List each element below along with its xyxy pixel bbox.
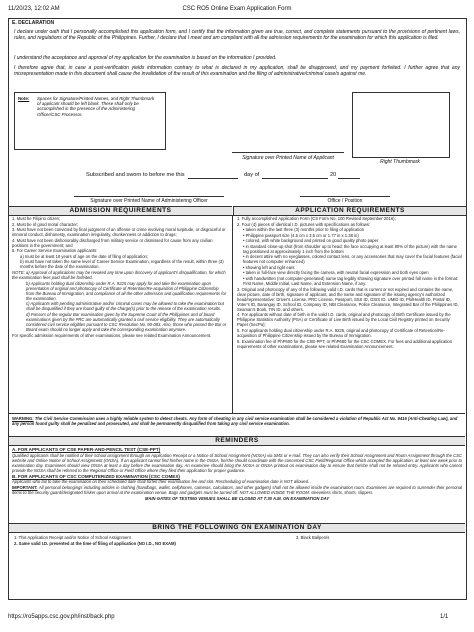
photo-spec-item: • in decent attire with no eyeglasses, colored contact lens, or any accessories that may cover the facial features (facial features not computer enhanced) [243, 254, 462, 265]
gate-closing-notice: MAIN GATES OF TESTING VENUES SHALL BE CLOSED AT 7:30 A.M. ON EXAMINATION DAY [144, 495, 330, 501]
note-box [14, 92, 166, 150]
warning-label: WARNING: [12, 416, 34, 421]
photo-spec-item: • taken within the last three (3) months prior to filing of application [243, 227, 365, 233]
important-label: IMPORTANT: [12, 485, 38, 491]
application-item: 3. Original and photocopy of any of the following valid I.D. cards that is current or not expired and contains the name, clear picture, date of birth, signature of applicant, and the name and signature of the issuing agency's authorized head/representative: Driver's License, PRC License, Passport, SSS ID, GSIS ID, UMID ID, PhilHealth ID, Postal ID, Voter's ID, Barangay ID, School ID, Company ID, NBI Clearance, Police Clearance, Integrated Bar of the Philippines ID, Seaman's Book, TIN ID, and others. [237, 286, 459, 312]
print-timestamp: 11/20/23, 12:02 AM [8, 6, 60, 12]
bring-items-list-right [296, 535, 456, 541]
declaration-heading: E. DECLARATION [12, 20, 55, 26]
bring-items-heading: BRING THE FOLLOWING ON EXAMINATION DAY [9, 523, 465, 533]
subscribed-text: Subscribed and sworn to before me this [86, 172, 185, 178]
admission-note: NOTE: a) Approval of applications may be revoked any time upon discovery of applicant's disqualification, for which the examination fees paid shall be forfeited. [12, 269, 226, 281]
column-divider [232, 215, 233, 413]
admission-footnote: For specific admission requirements of other examinations, please see related Examination Announcement. [12, 332, 212, 338]
admission-item: a) must be at least 18 years of age on the date of filing of application; [20, 253, 149, 259]
declaration-paragraph-1: I declare under oath that I personally accomplished this application form, and I certify that the information given are true, correct, and complete statements pursuant to the provisions of pertinent laws, rules, and regulations of the Republic of the Philippines. Further, I declare that I meet and am compliant with all the admission requirements for the examination for which this application is filed. [14, 29, 460, 41]
year-prefix: 20 [330, 172, 337, 178]
photo-spec-item: • in standard close-up shot (from shoulder up to head; the face occupying at least 80% of the picture) with the name tag positioned at approximately 1 inch from the bottom [243, 243, 457, 254]
declaration-paragraph-2: I understand the acceptance and approval of my application for the examination is based on the information I provided. [14, 55, 277, 61]
application-item: 5. For applicants holding dual citizenship under R.A. 9225, original and photocopy of Certificate of Retention/Re-acquisition of Philippine Citizenship issued by the Bureau of Immigration. [237, 327, 445, 339]
admission-item: 5. For Career Service Examination applicants: [12, 248, 98, 254]
photo-spec-item: • with handwritten (not computer-generated) name tag legibly showing signature over printed full name in the format: First Name, Middle Initial, Last Name, and Extension Name, if any. [243, 276, 459, 287]
page-number: 1/1 [440, 614, 449, 620]
applicant-signature-line[interactable] [232, 152, 344, 153]
day-field[interactable] [188, 178, 238, 179]
admission-item: 1. Must be Filipino citizen; [12, 216, 61, 221]
reminder-section-a-text: Qualified applicants shall be notified of their school assignment through an Application Receipt or a Notice of School Assignment (NOSA) via SMS or e-mail. They can also verify their School Assignment and Room Assignment through the CSC website and Online Notice of School Assignment (ONSA). If an applicant cannot find his/her name in the ONSA, he/she should coordinate with the concerned CSC Field/Regional Office which accepted the application, at least one week prior to examination day. Examinees should view ONSA at least a day before the examination day. An examinee should bring the NOSA or ONSA printout on examination day to ensure that he/she shall not be refused entry. Applicants who cannot provide the NOSA shall be referred to the Regional Office or Field Office where they filed their application for proper guidance. [12, 452, 462, 473]
photo-spec-item: • Philippine passport size (4.5 cm x 3.5 cm or 1.77 in x 1.38 in) [243, 232, 359, 238]
reminders-heading: REMINDERS [9, 436, 465, 446]
warning-box [12, 416, 462, 426]
officer-signature-label: Signature over Printed Name of Administering Officer [90, 198, 208, 204]
bring-item: 1. This Application Receipt and/or Notice of School Assignment [14, 535, 131, 540]
bring-item: 3. Black Ballpen/s [296, 535, 330, 540]
footer-url[interactable]: https://ro5apps.csc.gov.ph/inst/back.php [8, 614, 115, 620]
application-item: 1. Fully accomplished Application Form (CS Form No. 100 Revised September 2016); [237, 216, 396, 221]
admission-item: 4. Must have not been dishonorably discharged from military service or dismissed for cause from any civilian positions in the government; and [12, 237, 213, 248]
office-position-line[interactable] [300, 196, 390, 197]
photo-spec-item: • showing left and right ears [243, 264, 295, 270]
application-item: 2. Four (4) pieces of identical I.D. pictures with specifications as follows: [237, 221, 371, 227]
admission-requirements-list [12, 216, 228, 338]
applicant-signature-label: Signature over Printed Name of Applicant [242, 155, 334, 161]
warning-top-rule [9, 413, 465, 414]
thumbmark-box[interactable] [352, 92, 450, 158]
bring-item: 2. Same valid I.D. presented at the time of filing of application (NO I.D., NO EXAM) [14, 540, 176, 546]
application-requirements-heading: APPLICATION REQUIREMENTS [233, 206, 466, 216]
declaration-paragraph-3: I therefore agree that, in case a post-verification yields information contrary to what is declared in my application, shall be disapproved, and my payment forfeited. I further agree that any misrepresentation made in this document shall cause the invalidation of the result of this examination and the filing of administrative/criminal case/s against me. [14, 65, 460, 77]
month-field[interactable] [262, 178, 328, 179]
thumbmark-label: Right Thumbmark [380, 159, 420, 165]
reminder-section-b-title: B. FOR APPLICANTS OF CSC COMPUTERIZED EXAMINATION (CSC COMEX) [12, 473, 180, 479]
admission-item: b) must have not taken the same level of Career Service Examination, regardless of the result, within three (3) months before the date of the examination. [20, 259, 224, 270]
admission-note: b) Applicants holding dual citizenship under R.A. 9225 may apply for and take the examination upon presentation of original and photocopy of Certificate of Retention/Re-acquisition of Philippine Citizenship from the Bureau of Immigration, and compliance of all the other admission and qualification requirements for the examination. [26, 280, 227, 301]
year-field[interactable] [338, 178, 360, 179]
officer-signature-line[interactable] [74, 196, 224, 197]
note-label: Note: [18, 96, 30, 101]
office-position-label: Office / Position [327, 198, 363, 204]
application-item: 4. For applicants without date of birth in the valid I.D. cards, original and photocopy of Birth Certificate issued by the Philippine Statistics Authority (PSA) or Certificate of Live Birth issued by the Local Civil Registry printed on Security Paper (SecPa); [237, 312, 451, 328]
reminders-body [12, 447, 462, 501]
reminder-section-b-text: Applicants who fail to take the examination on their scheduled date shall forfeit their examination fee and slot. Rescheduling of examination date is NOT allowed. [12, 479, 310, 485]
photo-spec-item: • taken in full-face view directly facing the camera, with neutral facial expression and both eyes open [243, 270, 429, 276]
admission-note: d) Passers of the regular Bar examination given by the Supreme Court of the Philippines and of board examinations given by the PRC are automatically granted a civil service eligibility. They are automatically considered civil service eligibles pursuant to CSC Resolution No. 90-083. Also, those who passed the Bar or Board exam should no longer apply and take the corresponding examination anymore. [26, 311, 227, 332]
reminder-section-a-title: A. FOR APPLICANTS OF CSE PAPER-AND-PENCIL TEST (CSE-PPT) [12, 447, 161, 452]
application-item: 6. Examination fee of PhP500 for the CSE-PPT, or PhP680 for the CSC COMEX. For fees and additional application requirements of other examinations, please see related Examination Announcement. [237, 338, 453, 349]
admission-item: 2. Must be of good moral character; [12, 221, 79, 227]
bring-items-list-left [14, 535, 254, 546]
warning-text: The Civil Service Commission uses a highly reliable system to detect cheats. Any form of cheating in any civil service examination shall be considered a violation of Republic Act No. 9416 (Anti-Cheating Law), and any person found guilty shall be penalized and prosecuted, and shall be permanently disqualified from taking any civil service examination. [12, 416, 458, 427]
page-title: CSC RO5 Online Exam Application Form [182, 6, 292, 12]
note-text: Spaces for Signature/Printed Names, and Right Thumbmark of applicant should be left blank. These shall only be accomplished in the presence of the Administering Officer/CSC Processor. [37, 96, 155, 117]
day-of-text: day of [244, 172, 260, 178]
application-requirements-list [237, 216, 462, 349]
photo-spec-item: • colored, with white background and printed on good quality photo paper [243, 238, 379, 244]
admission-requirements-heading: ADMISSION REQUIREMENTS [9, 206, 232, 216]
admission-item: 3. Must have not been convicted by final judgment of an offense or crime involving moral turpitude, or disgraceful or immoral conduct, dishonesty, examination irregularity, drunkenness or addiction to drugs; [12, 227, 226, 238]
important-text: All personal belongings including articles in clothing (handbags, wallet, cellphones, cameras, calculators, and other gadgets) shall not be allowed inside the examination room. Examinees are required to surrender their personal items to the security guard/designated frisker upon arrival at the examination venue. Bags and gadgets must be turned off. NOT ALLOWED INSIDE THE ROOM: sleeveless shirts, shorts, slippers. [12, 485, 462, 496]
admission-note: c) Applicants with pending administrative and/or criminal cases may be allowed to take the examination but shall be disqualified if they are found guilty of the charge(s) prior to the release of the examination results. [26, 301, 224, 312]
